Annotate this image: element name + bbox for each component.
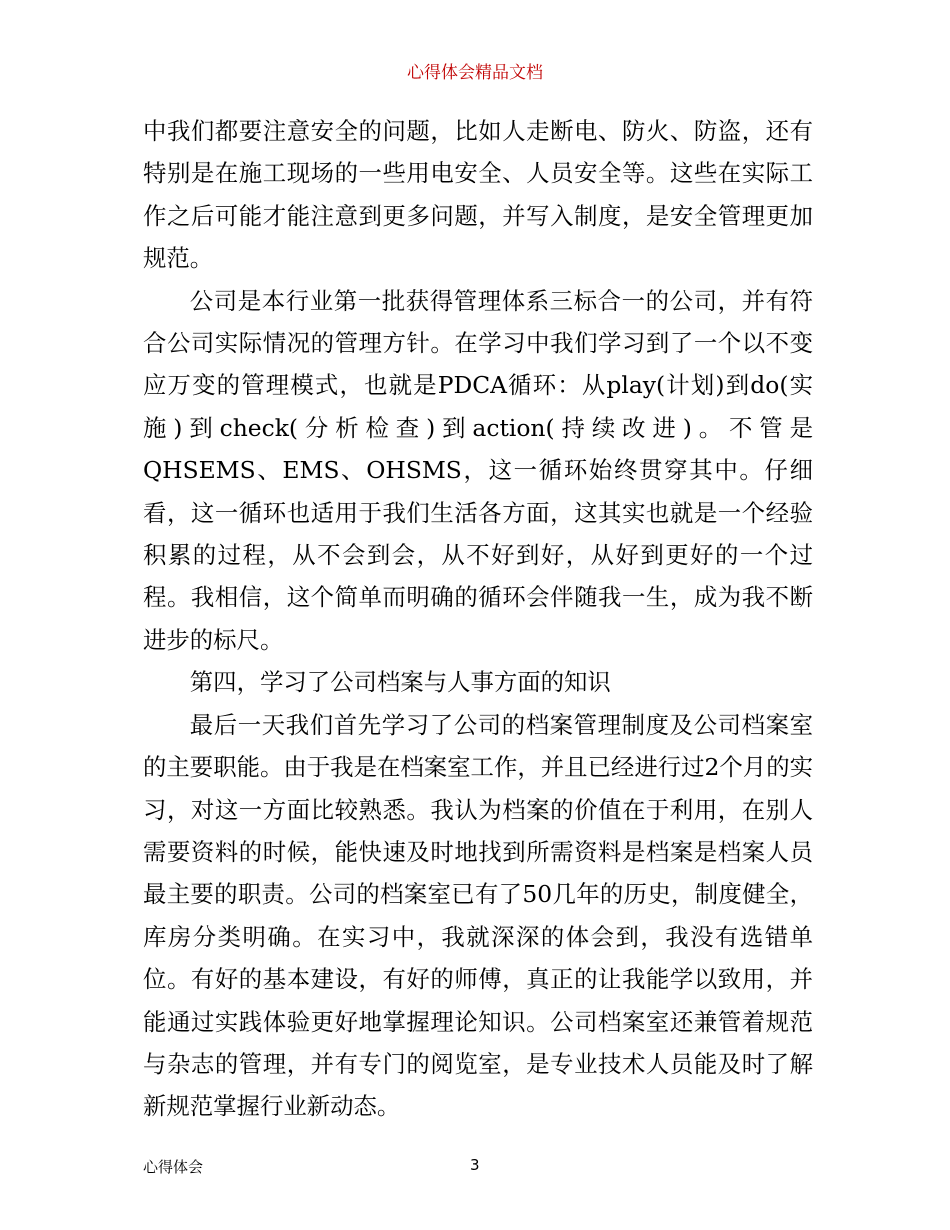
paragraph-archives: 最后一天我们首先学习了公司的档案管理制度及公司档案室的主要职能。由于我是在档案室工作，并且已经进行过2个月的实习，对这一方面比较熟悉。我认为档案的价值在于利用，在别人需要资料的时候，能快速及时地找到所需资料是档案是档案人员最主要的职责。公司的档案室已有了50几年的历史，制度健全，库房分类明确。在实习中，我就深深的体会到，我没有选错单位。有好的基本建设，有好的师傅，真正的让我能学以致用，并能通过实践体验更好地掌握理论知识。公司档案室还兼管着规范与杂志的管理，并有专门的阅览室，是专业技术人员能及时了解新规范掌握行业新动态。 (143, 710, 813, 1121)
footer-label: 心得体会 (143, 1158, 204, 1176)
page-header-title: 心得体会精品文档 (407, 63, 543, 83)
section-heading-archives: 第四，学习了公司档案与人事方面的知识 (189, 668, 611, 697)
paragraph-pdca-cycle: 公司是本行业第一批获得管理体系三标合一的公司，并有符合公司实际情况的管理方针。在学习中我们学习到了一个以不变应万变的管理模式，也就是PDCA循环：从play(计划)到do(实施)到check(分析检查)到action(持续改进)。不管是QHSEMS、EMS、OHSMS，这一循环始终贯穿其中。仔细看，这一循环也适用于我们生活各方面，这其实也就是一个经验积累的过程，从不会到会，从不好到好，从好到更好的一个过程。我相信，这个简单而明确的循环会伴随我一生，成为我不断进步的标尺。 (143, 286, 813, 654)
page-footer (143, 1156, 813, 1178)
page-number: 3 (470, 1156, 480, 1174)
document-body (143, 110, 813, 1128)
paragraph-safety: 中我们都要注意安全的问题，比如人走断电、防火、防盗，还有特别是在施工现场的一些用电安全、人员安全等。这些在实际工作之后可能才能注意到更多问题，并写入制度，是安全管理更加规范。 (143, 117, 813, 273)
